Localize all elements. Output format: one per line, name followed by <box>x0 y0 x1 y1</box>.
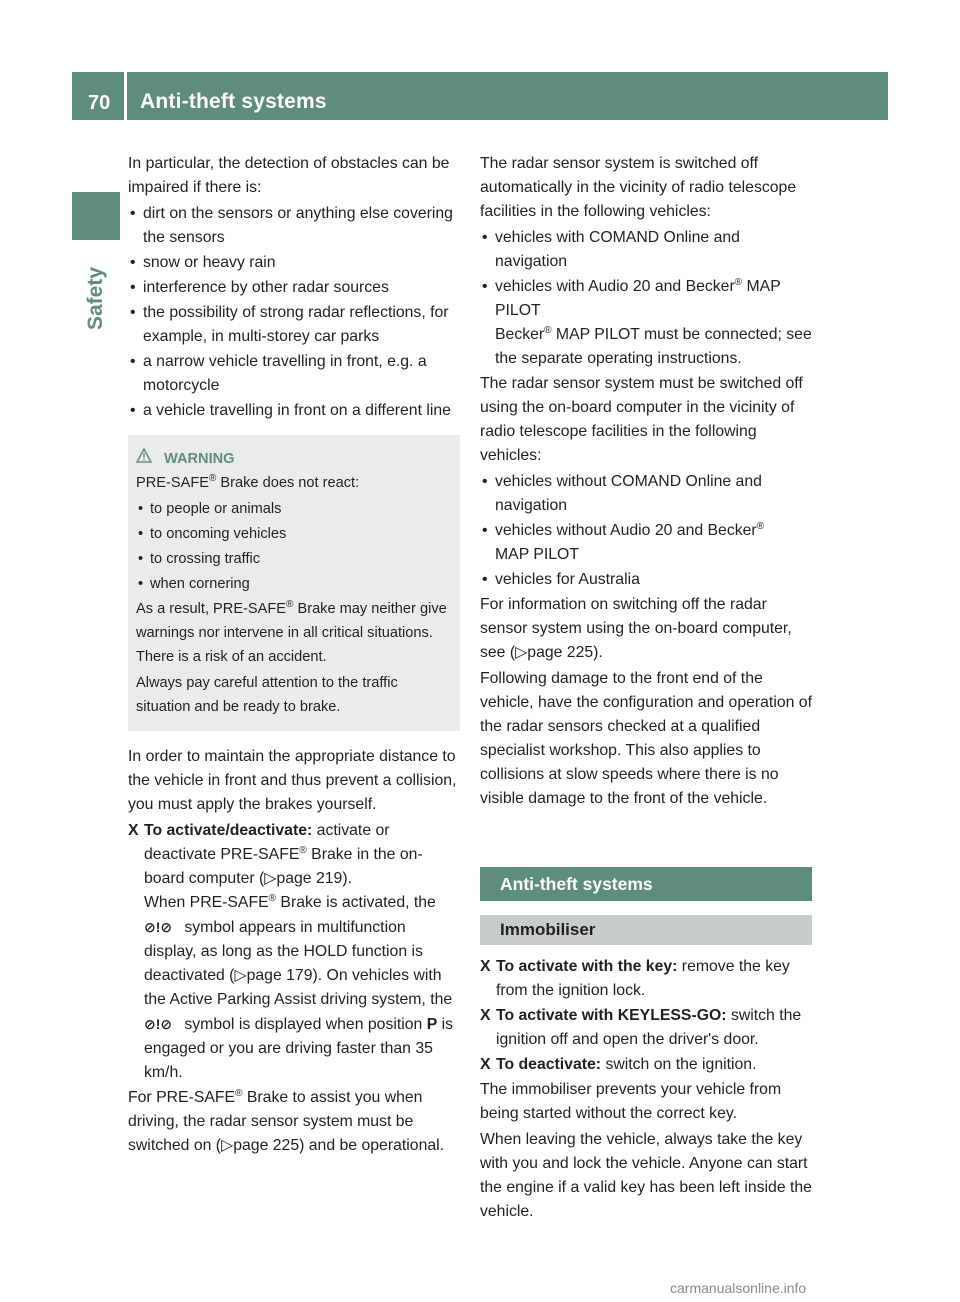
list-item: • vehicles without COMAND Online and navigation <box>480 470 812 518</box>
warning-item: • to people or animals <box>136 497 452 521</box>
radar-requirement-paragraph: For PRE-SAFE® Brake to assist you when driving, the radar sensor system must be switched on (▷page 225) and be operational. <box>128 1088 445 1154</box>
auto-off-paragraph: The radar sensor system is switched off automatically in the vicinity of radio telescope facilities in the following vehicles: <box>480 155 797 220</box>
side-tab-marker <box>72 192 120 240</box>
manual-off-paragraph: The radar sensor system must be switched off using the on-board computer in the vicinity of radio telescope facilities in the following vehicles: <box>480 375 803 464</box>
warning-item: • when cornering <box>136 572 452 596</box>
list-item: • interference by other radar sources <box>128 276 460 300</box>
intro-paragraph: In particular, the detection of obstacles can be impaired if there is: <box>128 155 450 196</box>
page-number: 70 <box>88 92 111 114</box>
warning-item: • to oncoming vehicles <box>136 522 452 546</box>
warning-consequence: As a result, PRE-SAFE® Brake may neither give warnings nor intervene in all critical situations. There is a risk of an accident. <box>136 599 447 665</box>
list-item: • vehicles with COMAND Online and navigation <box>480 226 812 274</box>
list-item: • dirt on the sensors or anything else covering the sensors <box>128 202 460 250</box>
page-reference-link[interactable]: page 225 <box>527 644 594 661</box>
header-divider <box>124 72 127 120</box>
instruction-item: X To activate with KEYLESS-GO: switch the ignition off and open the driver's door. <box>480 1004 812 1052</box>
instruction-item: X To deactivate: switch on the ignition. <box>480 1053 812 1077</box>
section-heading: Anti-theft systems <box>480 867 812 901</box>
right-column <box>480 152 812 1226</box>
side-section-label: Safety <box>84 266 107 330</box>
immobiliser-info-paragraph: The immobiliser prevents your vehicle from being started without the correct key. <box>480 1081 782 1122</box>
page-reference-link[interactable]: page 219 <box>276 870 343 887</box>
damage-paragraph: Following damage to the front end of the vehicle, have the configuration and operation of the radar sensors checked at a qualified specialist workshop. This also applies to collisions at slow speeds where there is no visible damage to the front of the vehicle. <box>480 670 812 807</box>
warning-item: • to crossing traffic <box>136 547 452 571</box>
instruction-item: X To activate with the key: remove the key from the ignition lock. <box>480 955 812 1003</box>
page-reference-link[interactable]: page 179 <box>246 967 313 984</box>
list-item: • a narrow vehicle travelling in front, e.g. a motorcycle <box>128 350 460 398</box>
list-item: • snow or heavy rain <box>128 251 460 275</box>
immobiliser-advice-paragraph: When leaving the vehicle, always take the key with you and lock the vehicle. Anyone can start the engine if a valid key has been left inside the vehicle. <box>480 1131 812 1220</box>
list-item: • a vehicle travelling in front on a different line <box>128 399 460 423</box>
warning-intro: PRE-SAFE® Brake does not react: <box>136 473 360 491</box>
list-item: • vehicles without Audio 20 and Becker® MAP PILOT <box>480 519 812 567</box>
distance-paragraph: In order to maintain the appropriate distance to the vehicle in front and thus prevent a collision, you must apply the brakes yourself. <box>128 748 457 813</box>
left-column <box>128 152 460 1160</box>
watermark: carmanualsonline.info <box>670 1280 807 1296</box>
list-item: • the possibility of strong radar reflections, for example, in multi-storey car parks <box>128 301 460 349</box>
page-title: Anti-theft systems <box>140 90 327 113</box>
activate-instruction: X To activate/deactivate: activate or deactivate PRE-SAFE® Brake in the on-board computer (▷page 219). When PRE-SAFE® Brake is activated, the ⊘!⊘ symbol appears in multifunction display, as long as the HOLD function is deactivated (▷page 179). On vehicles with the Active Parking Assist driving system, the ⊘!⊘ symbol is displayed when position P is engaged or you are driving faster than 35 km/h. <box>128 819 460 1085</box>
list-item: • vehicles for Australia <box>480 568 812 592</box>
warning-advice: Always pay careful attention to the traffic situation and be ready to brake. <box>136 675 398 715</box>
list-item: • vehicles with Audio 20 and Becker® MAP PILOT Becker® MAP PILOT must be connected; see the separate operating instructions. <box>480 275 812 371</box>
pre-safe-symbol-icon: ⊘!⊘ <box>144 1016 173 1032</box>
warning-triangle-icon <box>136 447 164 471</box>
warning-box <box>128 435 460 731</box>
switch-off-info-paragraph: For information on switching off the radar sensor system using the on-board computer, see (▷page 225). <box>480 596 792 661</box>
pre-safe-symbol-icon: ⊘!⊘ <box>144 919 173 935</box>
subsection-heading: Immobiliser <box>480 915 812 945</box>
warning-heading: WARNING <box>136 447 452 471</box>
page-reference-link[interactable]: page 225 <box>233 1137 300 1154</box>
